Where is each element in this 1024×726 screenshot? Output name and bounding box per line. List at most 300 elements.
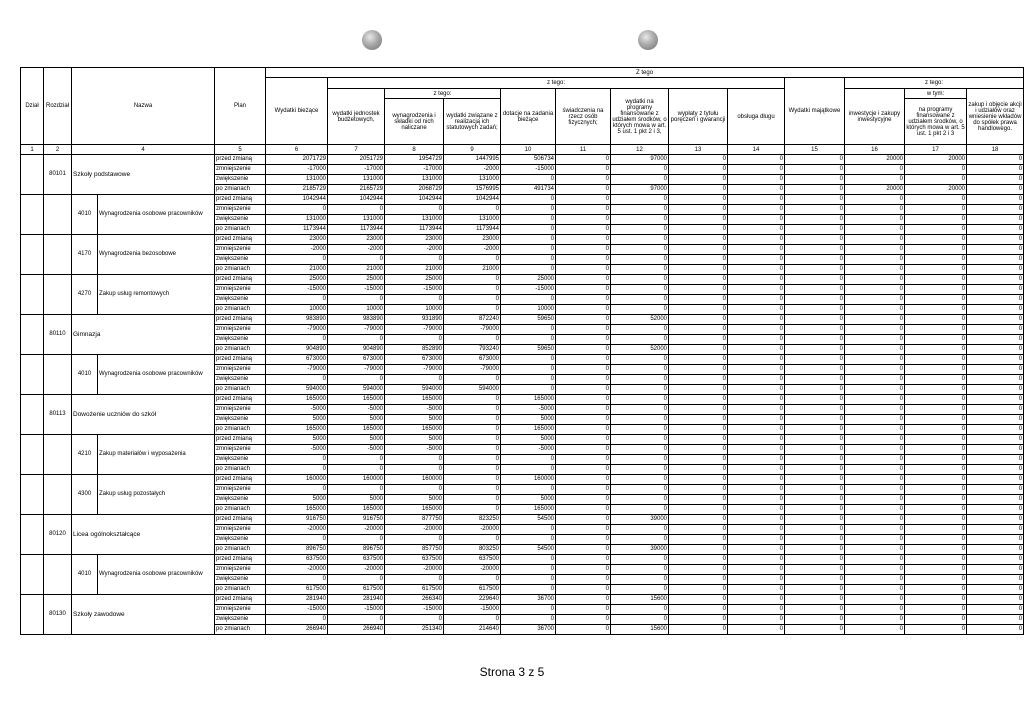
value-cell: 1042944 [328,195,385,205]
value-cell: 0 [669,345,728,355]
value-cell: 5000 [266,495,328,505]
value-cell: 0 [444,255,501,265]
value-cell: 0 [444,435,501,445]
value-cell: 0 [728,175,785,185]
value-cell: 0 [905,265,967,275]
value-cell: 0 [967,505,1024,515]
value-cell: 0 [556,325,611,335]
value-cell: 0 [728,255,785,265]
column-number: 14 [728,145,785,155]
value-cell: 0 [501,225,556,235]
value-cell: 0 [905,385,967,395]
value-cell: 0 [669,155,728,165]
value-cell: 0 [845,575,905,585]
rozdzial-cell [44,435,72,475]
stage-label: po zmianach [215,625,266,635]
table-row [21,395,1024,405]
paragraf-name: Wynagrodzenia osobowe pracowników [98,355,215,395]
value-cell: 0 [669,385,728,395]
value-cell: 2051729 [328,155,385,165]
paragraf-code: 4010 [72,195,98,235]
value-cell: 0 [669,605,728,615]
value-cell: 36700 [501,595,556,605]
value-cell: 54500 [501,545,556,555]
value-cell: 852890 [385,345,444,355]
value-cell: -79000 [385,365,444,375]
value-cell: 21000 [266,265,328,275]
value-cell: 0 [611,245,669,255]
value-cell: 0 [444,485,501,495]
value-cell: 0 [728,605,785,615]
value-cell: 0 [669,615,728,625]
value-cell: 0 [905,435,967,445]
header-nazwa: Nazwa [72,68,215,145]
rozdzial-cell [44,195,72,235]
value-cell: 5000 [385,495,444,505]
value-cell: 0 [905,235,967,245]
value-cell: 0 [501,355,556,365]
value-cell: 23000 [385,235,444,245]
stage-label: zwiększenie [215,255,266,265]
value-cell: 0 [967,625,1024,635]
value-cell: 0 [611,505,669,515]
value-cell: 617500 [444,585,501,595]
value-cell: 0 [785,545,845,555]
value-cell: 0 [967,555,1024,565]
value-cell: -20000 [328,565,385,575]
value-cell: 617500 [328,585,385,595]
value-cell: 0 [967,495,1024,505]
value-cell: 0 [611,275,669,285]
rozdzial-cell [44,475,72,515]
value-cell: 0 [611,535,669,545]
table-row [21,275,1024,285]
value-cell: 0 [967,195,1024,205]
value-cell: 0 [967,335,1024,345]
value-cell: 0 [444,615,501,625]
value-cell: 0 [556,625,611,635]
rozdzial-name: Gimnazja [72,315,215,355]
value-cell: 0 [556,345,611,355]
value-cell: 0 [785,275,845,285]
header-rozdzial: Rozdział [44,68,72,145]
value-cell: 0 [845,585,905,595]
stage-label: przed zmianą [215,395,266,405]
value-cell: 0 [266,375,328,385]
value-cell: 0 [728,315,785,325]
column-number-row [21,145,1024,155]
stage-label: przed zmianą [215,355,266,365]
value-cell: 131000 [385,175,444,185]
stage-label: zmniejszenie [215,565,266,575]
stage-label: po zmianach [215,185,266,195]
stage-label: przed zmianą [215,315,266,325]
value-cell: 0 [967,215,1024,225]
value-cell: 0 [905,475,967,485]
stage-label: zmniejszenie [215,365,266,375]
value-cell: 0 [905,215,967,225]
paragraf-code: 4210 [72,435,98,475]
value-cell: 0 [845,495,905,505]
dzial-cell [21,395,44,435]
value-cell: 0 [385,205,444,215]
value-cell: 904890 [266,345,328,355]
value-cell: 896750 [266,545,328,555]
value-cell: 0 [728,325,785,335]
column-number: 15 [785,145,845,155]
value-cell: 0 [556,195,611,205]
value-cell: 0 [785,625,845,635]
value-cell: 0 [501,455,556,465]
value-cell: 0 [905,295,967,305]
header-w-tym: w tym: [905,89,967,99]
value-cell: 251340 [385,625,444,635]
value-cell: 916750 [266,515,328,525]
value-cell: 5000 [501,415,556,425]
value-cell: -79000 [444,365,501,375]
value-cell: 0 [845,325,905,335]
value-cell: 229640 [444,595,501,605]
value-cell: 0 [785,235,845,245]
value-cell: 1042944 [266,195,328,205]
value-cell: 0 [501,555,556,565]
value-cell: 0 [785,245,845,255]
value-cell: 0 [905,285,967,295]
value-cell: 0 [728,375,785,385]
value-cell: 916750 [328,515,385,525]
value-cell: 0 [905,305,967,315]
value-cell: -79000 [266,365,328,375]
value-cell: 0 [266,575,328,585]
value-cell: 0 [611,255,669,265]
value-cell: 5000 [328,495,385,505]
value-cell: 0 [611,605,669,615]
value-cell: 0 [785,515,845,525]
value-cell: -20000 [444,525,501,535]
value-cell: 0 [785,315,845,325]
value-cell: 0 [845,315,905,325]
value-cell: 0 [785,295,845,305]
rozdzial-cell [44,275,72,315]
value-cell: 0 [728,535,785,545]
rozdzial-name: Dowożenie uczniów do szkół [72,395,215,435]
value-cell: 793240 [444,345,501,355]
value-cell: 931890 [385,315,444,325]
value-cell: 1576995 [444,185,501,195]
value-cell: 281940 [328,595,385,605]
value-cell: 0 [611,445,669,455]
value-cell: 0 [967,605,1024,615]
value-cell: 0 [501,205,556,215]
value-cell: 0 [669,375,728,385]
value-cell: 0 [669,275,728,285]
value-cell: 0 [556,475,611,485]
table-row [21,435,1024,445]
value-cell: 0 [728,195,785,205]
value-cell: 0 [845,385,905,395]
paragraf-code: 4300 [72,475,98,515]
value-cell: 0 [501,195,556,205]
value-cell: 0 [501,565,556,575]
rozdzial-code: 80110 [44,315,72,355]
value-cell: 0 [669,455,728,465]
value-cell: -15000 [385,605,444,615]
value-cell: 0 [611,375,669,385]
table-row [21,235,1024,245]
value-cell: -5000 [385,445,444,455]
value-cell: -79000 [328,365,385,375]
value-cell: 0 [728,345,785,355]
dzial-cell [21,355,44,395]
value-cell: 281940 [266,595,328,605]
value-cell: 39000 [611,545,669,555]
value-cell: -15000 [328,605,385,615]
value-cell: 0 [728,595,785,605]
value-cell: 25000 [328,275,385,285]
stage-label: zwiększenie [215,615,266,625]
value-cell: 0 [669,495,728,505]
value-cell: 0 [967,155,1024,165]
value-cell: 0 [785,255,845,265]
value-cell: 0 [266,455,328,465]
value-cell: 0 [328,205,385,215]
value-cell: 0 [669,365,728,375]
value-cell: 0 [728,275,785,285]
value-cell: 0 [556,615,611,625]
value-cell: 0 [669,215,728,225]
value-cell: 165000 [328,395,385,405]
value-cell: 2068729 [385,185,444,195]
value-cell: 803250 [444,545,501,555]
value-cell: 0 [556,425,611,435]
value-cell: 904890 [328,345,385,355]
value-cell: 0 [728,415,785,425]
value-cell: 266340 [385,595,444,605]
value-cell: 0 [669,425,728,435]
column-number: 11 [556,145,611,155]
value-cell: 857750 [385,545,444,555]
stage-label: zmniejszenie [215,485,266,495]
value-cell: 0 [611,385,669,395]
value-cell: 0 [611,165,669,175]
value-cell: 0 [967,295,1024,305]
dzial-cell [21,275,44,315]
value-cell: -17000 [266,165,328,175]
value-cell: 0 [905,545,967,555]
value-cell: 0 [556,605,611,615]
value-cell: 0 [444,425,501,435]
value-cell: 0 [669,535,728,545]
value-cell: 0 [845,265,905,275]
value-cell: 0 [845,505,905,515]
value-cell: 0 [444,405,501,415]
rozdzial-cell [44,235,72,275]
value-cell: 0 [845,425,905,435]
value-cell: 0 [967,615,1024,625]
value-cell: 0 [967,205,1024,215]
column-number: 9 [444,145,501,155]
rozdzial-name: Szkoły zawodowe [72,595,215,635]
header-z-tego-biezace: z tego: [328,78,785,89]
value-cell: 0 [556,265,611,275]
header-akcje: zakup i objęcie akcji i udziałów oraz wniesienie wkładów do spółek prawa handlowego. [967,89,1024,145]
value-cell: 5000 [328,415,385,425]
value-cell: 0 [444,335,501,345]
value-cell: 0 [556,285,611,295]
table-row [21,355,1024,365]
value-cell: 0 [728,405,785,415]
value-cell: 0 [669,185,728,195]
value-cell: 0 [905,195,967,205]
value-cell: 10000 [328,305,385,315]
value-cell: 823250 [444,515,501,525]
value-cell: 97000 [611,155,669,165]
stage-label: zwiększenie [215,375,266,385]
value-cell: 0 [385,375,444,385]
value-cell: 0 [728,575,785,585]
value-cell: 0 [905,625,967,635]
value-cell: 0 [905,345,967,355]
value-cell: 0 [611,325,669,335]
value-cell: 20000 [845,155,905,165]
value-cell: 131000 [444,215,501,225]
value-cell: 0 [845,465,905,475]
value-cell: 506734 [501,155,556,165]
paragraf-code: 4010 [72,555,98,595]
value-cell: -15000 [501,285,556,295]
header-obsluga-dlugu: obsługa długu [728,89,785,145]
value-cell: 165000 [328,505,385,515]
value-cell: 0 [669,355,728,365]
value-cell: 0 [728,385,785,395]
value-cell: 0 [967,355,1024,365]
value-cell: -20000 [385,565,444,575]
value-cell: 0 [728,205,785,215]
value-cell: 0 [845,475,905,485]
value-cell: 52000 [611,345,669,355]
value-cell: 0 [328,375,385,385]
value-cell: 0 [967,325,1024,335]
value-cell: 52000 [611,315,669,325]
value-cell: 0 [728,545,785,555]
value-cell: 0 [669,465,728,475]
value-cell: 0 [556,375,611,385]
value-cell: 0 [967,585,1024,595]
value-cell: 0 [785,405,845,415]
value-cell: 0 [728,515,785,525]
value-cell: 617500 [385,585,444,595]
value-cell: 0 [967,475,1024,485]
value-cell: -15000 [266,285,328,295]
value-cell: 0 [967,575,1024,585]
value-cell: 0 [556,165,611,175]
header-dotacje: dotacje na zadania bieżące [501,89,556,145]
value-cell: 0 [385,335,444,345]
punch-hole-right [638,30,658,50]
value-cell: 0 [845,615,905,625]
value-cell: 0 [967,425,1024,435]
value-cell: 0 [444,575,501,585]
value-cell: 0 [501,255,556,265]
value-cell: 0 [266,205,328,215]
value-cell: 0 [845,555,905,565]
value-cell: 0 [905,205,967,215]
value-cell: 0 [785,485,845,495]
value-cell: 0 [556,335,611,345]
value-cell: 0 [444,475,501,485]
budget-table [20,67,1024,635]
value-cell: 0 [845,195,905,205]
value-cell: 0 [611,175,669,185]
value-cell: 0 [967,535,1024,545]
value-cell: 0 [611,265,669,275]
paragraf-name: Zakup materiałów i wyposażenia [98,435,215,475]
value-cell: 0 [556,485,611,495]
value-cell: 0 [905,445,967,455]
value-cell: 0 [845,605,905,615]
value-cell: 0 [785,165,845,175]
value-cell: 15600 [611,595,669,605]
value-cell: 214640 [444,625,501,635]
value-cell: 0 [785,335,845,345]
header-plan: Plan [215,68,266,145]
value-cell: 0 [669,405,728,415]
value-cell: 0 [845,205,905,215]
stage-label: po zmianach [215,425,266,435]
value-cell: 0 [669,195,728,205]
value-cell: 0 [669,245,728,255]
header-poreczenia: wypłaty z tytułu poręczeń i gwarancji [669,89,728,145]
value-cell: 0 [728,225,785,235]
value-cell: 0 [444,415,501,425]
value-cell: 0 [444,395,501,405]
value-cell: -20000 [444,565,501,575]
value-cell: 0 [845,485,905,495]
stage-label: po zmianach [215,585,266,595]
value-cell: 0 [611,475,669,485]
value-cell: 0 [845,415,905,425]
value-cell: 0 [845,255,905,265]
header-z-tego-jednostek: z tego: [385,89,501,99]
value-cell: 0 [728,365,785,375]
stage-label: zwiększenie [215,215,266,225]
value-cell: 0 [785,385,845,395]
stage-label: przed zmianą [215,235,266,245]
value-cell: 165000 [385,505,444,515]
value-cell: 0 [556,505,611,515]
value-cell: 0 [785,475,845,485]
value-cell: 21000 [444,265,501,275]
value-cell: 0 [785,305,845,315]
value-cell: 0 [669,415,728,425]
value-cell: 39000 [611,515,669,525]
value-cell: -79000 [385,325,444,335]
value-cell: 0 [611,225,669,235]
value-cell: 131000 [328,215,385,225]
value-cell: 0 [967,435,1024,445]
value-cell: 0 [611,295,669,305]
value-cell: 0 [611,215,669,225]
value-cell: 1173944 [385,225,444,235]
column-number: 8 [385,145,444,155]
column-number: 13 [669,145,728,155]
value-cell: 0 [785,535,845,545]
table-row [21,475,1024,485]
value-cell: 0 [556,575,611,585]
value-cell: 0 [785,525,845,535]
value-cell: 266940 [328,625,385,635]
value-cell: 10000 [266,305,328,315]
